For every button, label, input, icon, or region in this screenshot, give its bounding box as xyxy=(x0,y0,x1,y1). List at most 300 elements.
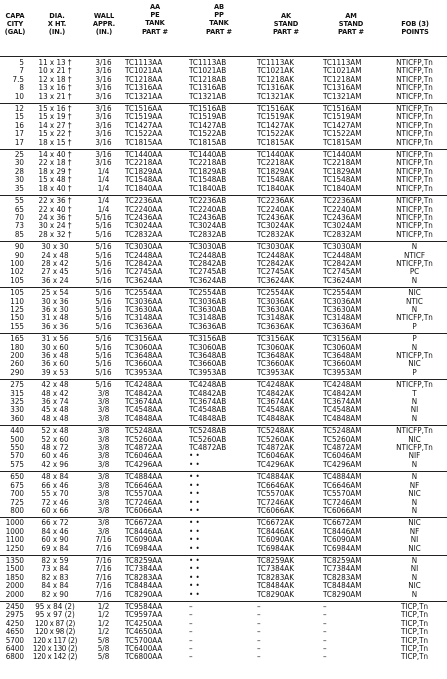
dimension-cell: 31 x 48 xyxy=(41,313,69,323)
ab-part-cell: TC1519AB xyxy=(189,112,227,122)
capacity-cell: 290 xyxy=(10,367,24,377)
ak-part-cell: TC2448AK xyxy=(257,250,294,260)
ab-part-cell: • • xyxy=(189,451,200,461)
dimension-cell: 66 x 72 xyxy=(41,518,69,528)
header-am xyxy=(320,12,382,37)
am-part-cell: TC1316AM xyxy=(323,83,362,93)
wall-cell: 3/8 xyxy=(97,443,110,453)
capacity-cell: 2450 xyxy=(5,601,24,611)
ak-part-cell: TC8446AK xyxy=(257,526,294,536)
dimension-cell: 69 x 84 xyxy=(41,543,69,553)
wall-cell: 3/8 xyxy=(97,505,110,515)
aa-part-cell: TC2842AA xyxy=(125,258,163,268)
dimension-cell: 48 x 72 xyxy=(41,443,69,453)
am-part-cell: TC2842AM xyxy=(323,258,362,268)
wall-cell: 5/16 xyxy=(95,229,112,239)
fob-cell: P xyxy=(412,321,417,331)
am-part-cell: TC3148AM xyxy=(323,313,362,323)
aa-part-cell: TC5248AA xyxy=(125,426,163,436)
ak-part-cell: TC4296AK xyxy=(257,459,294,469)
dimension-cell: 36 x 30 xyxy=(41,304,69,314)
capacity-cell: 70 xyxy=(14,212,24,222)
aa-part-cell: TC2218AA xyxy=(125,158,163,168)
header-dims-line: DIA. xyxy=(49,11,65,20)
wall-cell: 5/16 xyxy=(95,367,112,377)
capacity-cell: 1350 xyxy=(5,555,24,565)
aa-part-cell: TC1815AA xyxy=(125,137,163,147)
fob-cell: N xyxy=(411,505,418,515)
ak-part-cell: TC1548AK xyxy=(257,175,294,185)
ab-part-cell: TC1427AB xyxy=(189,120,227,130)
aa-part-cell: TC6646AA xyxy=(125,480,163,490)
ak-part-cell: TC8283AK xyxy=(257,572,294,582)
aa-part-cell: TC3030AA xyxy=(125,242,163,252)
am-part-cell: TC5248AM xyxy=(323,426,362,436)
capacity-cell: 30 xyxy=(14,175,24,185)
row-group xyxy=(0,241,447,285)
wall-cell: 3/16 xyxy=(95,158,112,168)
am-part-cell: TC1021AM xyxy=(323,66,362,76)
wall-cell: 1/2 xyxy=(97,601,110,611)
ab-part-cell: TC3624AB xyxy=(189,275,227,285)
capacity-cell: 440 xyxy=(10,426,24,436)
aa-part-cell: TC3636AA xyxy=(125,321,163,331)
capacity-cell: 1850 xyxy=(5,572,24,582)
am-part-cell: TC8484AM xyxy=(323,581,362,591)
dimension-cell: 36 x 24 xyxy=(41,275,69,285)
am-part-cell: TC2448AM xyxy=(323,250,362,260)
dimension-cell: 55 x 70 xyxy=(41,489,69,499)
wall-cell: 1/4 xyxy=(97,183,110,193)
am-part-cell: TC1113AM xyxy=(323,58,362,67)
ak-part-cell: TC5570AK xyxy=(257,489,294,499)
ak-part-cell: TC1519AK xyxy=(257,112,294,122)
fob-cell: NF xyxy=(409,480,420,490)
table-row xyxy=(0,369,447,377)
wall-cell: 3/8 xyxy=(97,405,110,415)
wall-cell: 5/16 xyxy=(95,296,112,306)
ak-part-cell: TC8484AK xyxy=(257,581,294,591)
ak-part-cell: TC2236AK xyxy=(257,196,294,206)
ak-part-cell: TC4884AK xyxy=(257,472,294,482)
aa-part-cell: TC1516AA xyxy=(125,104,163,114)
fob-cell: NTICFP,Tn xyxy=(396,112,433,122)
capacity-cell: 28 xyxy=(14,166,24,176)
ab-part-cell: TC1321AB xyxy=(189,91,227,101)
capacity-cell: 110 xyxy=(10,296,24,306)
capacity-cell: 675 xyxy=(10,480,24,490)
am-part-cell: TC3030AM xyxy=(323,242,362,252)
dimension-cell: 60 x 90 xyxy=(41,535,69,545)
am-part-cell: TC3660AM xyxy=(323,359,362,369)
wall-cell: 3/16 xyxy=(95,91,112,101)
capacity-cell: 575 xyxy=(10,459,24,469)
aa-part-cell: TC4248AA xyxy=(125,380,163,390)
capacity-cell: 6400 xyxy=(5,644,24,653)
ab-part-cell: • • xyxy=(189,497,200,507)
capacity-cell: 155 xyxy=(10,321,24,331)
aa-part-cell: TC8446AA xyxy=(125,526,163,536)
am-part-cell: TC4884AM xyxy=(323,472,362,482)
row-group xyxy=(0,517,447,553)
header-wall-line: APPR. xyxy=(92,19,116,29)
header-wall-line: (IN.) xyxy=(95,27,113,37)
wall-cell: 5/16 xyxy=(95,359,112,369)
ak-part-cell: TC1218AK xyxy=(257,74,294,84)
am-part-cell: TC2236AM xyxy=(323,196,362,206)
fob-cell: NIC xyxy=(408,518,421,528)
aa-part-cell: TC3630AA xyxy=(125,304,163,314)
dimension-cell: 120 x 142 (2) xyxy=(32,652,78,662)
capacity-cell: 570 xyxy=(10,451,24,461)
ab-part-cell: TC1316AB xyxy=(189,83,227,93)
header-capacity-line: CITY xyxy=(6,19,24,29)
wall-cell: 3/8 xyxy=(97,497,110,507)
ak-part-cell: TC6646AK xyxy=(257,480,294,490)
fob-cell: TICP,Tn xyxy=(400,618,429,628)
capacity-cell: 85 xyxy=(14,229,24,239)
wall-cell: 5/16 xyxy=(95,242,112,252)
wall-cell: 3/16 xyxy=(95,83,112,93)
am-part-cell: TC3024AM xyxy=(323,221,362,231)
ak-part-cell: TC2218AK xyxy=(257,158,294,168)
am-part-cell: – xyxy=(323,618,327,628)
wall-cell: 3/16 xyxy=(95,58,112,67)
wall-cell: 5/16 xyxy=(95,304,112,314)
row-group xyxy=(0,555,447,599)
capacity-cell: 102 xyxy=(10,267,24,277)
header-dims-line: (IN.) xyxy=(48,27,66,37)
ak-part-cell: TC7246AK xyxy=(257,497,294,507)
capacity-cell: 65 xyxy=(14,204,24,214)
am-part-cell: – xyxy=(323,627,327,637)
ab-part-cell: TC2842AB xyxy=(189,258,227,268)
fob-cell: NTICFP,Tn xyxy=(396,66,433,76)
ak-part-cell: TC3674AK xyxy=(257,397,294,407)
am-part-cell: – xyxy=(323,601,327,611)
aa-part-cell: TC3674AA xyxy=(125,397,163,407)
capacity-cell: 6800 xyxy=(5,652,24,662)
row-group xyxy=(0,333,447,377)
aa-part-cell: TC4296AA xyxy=(125,459,163,469)
am-part-cell: TC1829AM xyxy=(323,166,362,176)
ab-part-cell: TC3630AB xyxy=(189,304,227,314)
ab-part-cell: TC4848AB xyxy=(189,413,227,423)
ak-part-cell: TC1440AK xyxy=(257,150,294,160)
header-aa-line: PE xyxy=(150,10,160,20)
wall-cell: 3/8 xyxy=(97,397,110,407)
row-group xyxy=(0,149,447,193)
capacity-cell: 73 xyxy=(14,221,24,231)
row-group xyxy=(0,287,447,331)
dimension-cell: 36 x 48 xyxy=(41,351,69,360)
aa-part-cell: TC1427AA xyxy=(125,120,163,130)
ab-part-cell: – xyxy=(189,610,193,620)
aa-part-cell: TC1021AA xyxy=(125,66,163,76)
ak-part-cell: TC5248AK xyxy=(257,426,294,436)
ak-part-cell: – xyxy=(257,627,261,637)
ak-part-cell: TC4842AK xyxy=(257,388,294,398)
am-part-cell: TC6090AM xyxy=(323,535,362,545)
capacity-cell: 90 xyxy=(14,242,24,252)
fob-cell: NF xyxy=(409,526,420,536)
ak-part-cell: TC6066AK xyxy=(257,505,294,515)
ab-part-cell: TC1548AB xyxy=(189,175,227,185)
am-part-cell: TC4842AM xyxy=(323,388,362,398)
fob-cell: NTICFP,Tn xyxy=(396,166,433,176)
ak-part-cell: TC3148AK xyxy=(257,313,294,323)
ab-part-cell: TC1840AB xyxy=(189,183,227,193)
fob-cell: NTICFP,Tn xyxy=(396,443,433,453)
ab-part-cell: TC3674AB xyxy=(189,397,227,407)
ab-part-cell: TC1218AB xyxy=(189,74,227,84)
am-part-cell: TC8259AM xyxy=(323,555,362,565)
capacity-cell: 2000 xyxy=(5,581,24,591)
ak-part-cell: TC7384AK xyxy=(257,564,294,574)
fob-cell: NI xyxy=(410,535,419,545)
ak-part-cell: TC1815AK xyxy=(257,137,294,147)
ak-part-cell: – xyxy=(257,610,261,620)
am-part-cell: TC1815AM xyxy=(323,137,362,147)
aa-part-cell: TC6672AA xyxy=(125,518,163,528)
wall-cell: 5/16 xyxy=(95,250,112,260)
header-aa-line: PART # xyxy=(142,26,168,36)
wall-cell: 5/16 xyxy=(95,221,112,231)
dimension-cell: 60 x 46 xyxy=(41,451,69,461)
dimension-cell: 22 x 40 † xyxy=(38,204,72,214)
aa-part-cell: TC1440AA xyxy=(125,150,163,160)
ab-part-cell: TC4548AB xyxy=(189,405,227,415)
ak-part-cell: – xyxy=(257,644,261,653)
table-row xyxy=(0,93,447,101)
fob-cell: NTICFP,Tn xyxy=(396,175,433,185)
dimension-cell: 36 x 74 xyxy=(41,397,69,407)
fob-cell: N xyxy=(411,589,418,599)
capacity-cell: 17 xyxy=(14,137,24,147)
dimension-cell: 95 x 97 (2) xyxy=(35,610,75,620)
fob-cell: TICP,Tn xyxy=(400,652,429,662)
am-part-cell: – xyxy=(323,644,327,653)
ab-part-cell: – xyxy=(189,644,193,653)
wall-cell: 5/16 xyxy=(95,275,112,285)
fob-cell: N xyxy=(411,555,418,565)
fob-cell: NIC xyxy=(408,581,421,591)
aa-part-cell: TC7246AA xyxy=(125,497,163,507)
header-wall-line: WALL xyxy=(93,11,115,20)
table-row xyxy=(0,591,447,599)
am-part-cell: TC2745AM xyxy=(323,267,362,277)
aa-part-cell: TC6066AA xyxy=(125,505,163,515)
ak-part-cell: TC8290AK xyxy=(257,589,294,599)
wall-cell: 5/16 xyxy=(95,288,112,298)
ak-part-cell: – xyxy=(257,652,261,662)
aa-part-cell: TC1321AA xyxy=(125,91,163,101)
ab-part-cell: TC4842AB xyxy=(189,388,227,398)
wall-cell: 1/4 xyxy=(97,204,110,214)
table-row xyxy=(0,277,447,285)
ab-part-cell: • • xyxy=(189,581,200,591)
row-group xyxy=(0,379,447,423)
row-group xyxy=(0,425,447,469)
row-group xyxy=(0,471,447,515)
ab-part-cell: TC3636AB xyxy=(189,321,227,331)
ab-part-cell: TC3156AB xyxy=(189,334,227,344)
capacity-cell: 4250 xyxy=(5,618,24,628)
capacity-cell: 7 xyxy=(19,66,24,76)
capacity-cell: 8 xyxy=(19,83,24,93)
fob-cell: NTICFP,Tn xyxy=(396,129,433,139)
ab-part-cell: TC2554AB xyxy=(189,288,227,298)
ak-part-cell: TC1522AK xyxy=(257,129,294,139)
capacity-cell: 105 xyxy=(10,275,24,285)
ak-part-cell: TC2832AK xyxy=(257,229,294,239)
fob-cell: NTIC xyxy=(406,296,423,306)
am-part-cell: – xyxy=(323,635,327,645)
am-part-cell: TC7384AM xyxy=(323,564,362,574)
am-part-cell: TC3953AM xyxy=(323,367,362,377)
aa-part-cell: TC9597AA xyxy=(125,610,163,620)
aa-part-cell: TC8484AA xyxy=(125,581,163,591)
dimension-cell: 18 x 29 † xyxy=(38,166,72,176)
am-part-cell: TC3630AM xyxy=(323,304,362,314)
capacity-cell: 125 xyxy=(10,304,24,314)
wall-cell: 3/16 xyxy=(95,66,112,76)
fob-cell: NTICFP,Tn xyxy=(396,258,433,268)
dimension-cell: 45 x 48 xyxy=(41,405,69,415)
dimension-cell: 11 x 13 † xyxy=(38,58,72,67)
wall-cell: 5/16 xyxy=(95,334,112,344)
capacity-cell: 2975 xyxy=(5,610,24,620)
ak-part-cell: TC6672AK xyxy=(257,518,294,528)
dimension-cell: 84 x 84 xyxy=(41,581,69,591)
fob-cell: TICP,Tn xyxy=(400,644,429,653)
ab-part-cell: TC3148AB xyxy=(189,313,227,323)
dimension-cell: 12 x 18 † xyxy=(38,74,72,84)
capacity-cell: 25 xyxy=(14,150,24,160)
ab-part-cell: • • xyxy=(189,459,200,469)
table-row xyxy=(0,653,447,661)
capacity-cell: 1100 xyxy=(5,535,24,545)
am-part-cell: TC3636AM xyxy=(323,321,362,331)
wall-cell: 7/16 xyxy=(95,535,112,545)
wall-cell: 7/16 xyxy=(95,564,112,574)
header-dimensions xyxy=(34,12,80,37)
aa-part-cell: TC4250AA xyxy=(125,618,163,628)
ab-part-cell: TC3060AB xyxy=(189,342,227,352)
aa-part-cell: TC1218AA xyxy=(125,74,163,84)
fob-cell: NIC xyxy=(408,434,421,444)
fob-cell: PC xyxy=(409,267,420,277)
am-part-cell: TC4248AM xyxy=(323,380,362,390)
aa-part-cell: TC3036AA xyxy=(125,296,163,306)
fob-cell: NTICFP,Tn xyxy=(396,74,433,84)
capacity-cell: 55 xyxy=(14,196,24,206)
am-part-cell: TC6066AM xyxy=(323,505,362,515)
ab-part-cell: • • xyxy=(189,589,200,599)
wall-cell: 3/8 xyxy=(97,413,110,423)
header-fob xyxy=(384,20,446,36)
ab-part-cell: • • xyxy=(189,555,200,565)
header-capacity xyxy=(0,12,30,37)
capacity-cell: 800 xyxy=(10,505,24,515)
header-am-line: STAND xyxy=(338,19,364,29)
ab-part-cell: TC2218AB xyxy=(189,158,227,168)
dimension-cell: 15 x 22 † xyxy=(38,129,72,139)
am-part-cell: TC6046AM xyxy=(323,451,362,461)
fob-cell: NIC xyxy=(408,288,421,298)
ab-part-cell: • • xyxy=(189,505,200,515)
am-part-cell: TC3156AM xyxy=(323,334,362,344)
fob-cell: NTICFP,Tn xyxy=(396,150,433,160)
wall-cell: 7/16 xyxy=(95,589,112,599)
aa-part-cell: TC3156AA xyxy=(125,334,163,344)
fob-cell: N xyxy=(411,304,418,314)
ak-part-cell: TC4248AK xyxy=(257,380,294,390)
fob-cell: NTICFP,Tn xyxy=(396,158,433,168)
fob-cell: NTICFP,Tn xyxy=(396,104,433,114)
aa-part-cell: TC3624AA xyxy=(125,275,163,285)
dimension-cell: 14 x 40 † xyxy=(38,150,72,160)
capacity-cell: 35 xyxy=(14,183,24,193)
capacity-cell: 5 xyxy=(19,58,24,67)
aa-part-cell: TC3660AA xyxy=(125,359,163,369)
aa-part-cell: TC1522AA xyxy=(125,129,163,139)
dimension-cell: 28 x 32 † xyxy=(38,229,72,239)
wall-cell: 3/8 xyxy=(97,459,110,469)
aa-part-cell: TC2436AA xyxy=(125,212,163,222)
wall-cell: 3/8 xyxy=(97,434,110,444)
dimension-cell: 30 x 36 xyxy=(41,296,69,306)
dimension-cell: 18 x 40 † xyxy=(38,183,72,193)
capacity-cell: 550 xyxy=(10,443,24,453)
ak-part-cell: TC6046AK xyxy=(257,451,294,461)
ab-part-cell: TC1829AB xyxy=(189,166,227,176)
wall-cell: 3/8 xyxy=(97,489,110,499)
ab-part-cell: TC5260AB xyxy=(189,434,227,444)
ak-part-cell: TC3636AK xyxy=(257,321,294,331)
capacity-cell: 500 xyxy=(10,434,24,444)
ab-part-cell: TC3953AB xyxy=(189,367,227,377)
wall-cell: 5/16 xyxy=(95,212,112,222)
ab-part-cell: TC1021AB xyxy=(189,66,227,76)
dimension-cell: 22 x 18 † xyxy=(38,158,72,168)
ab-part-cell: – xyxy=(189,652,193,662)
aa-part-cell: TC6400AA xyxy=(125,644,163,653)
am-part-cell: TC1522AM xyxy=(323,129,362,139)
dimension-cell: 15 x 19 † xyxy=(38,112,72,122)
capacity-cell: 200 xyxy=(10,351,24,360)
wall-cell: 1/4 xyxy=(97,166,110,176)
header-am-line: AM xyxy=(345,11,357,20)
dimension-cell: 84 x 46 xyxy=(41,526,69,536)
aa-part-cell: TC4848AA xyxy=(125,413,163,423)
dimension-cell: 36 x 60 xyxy=(41,359,69,369)
header-ak-line: STAND xyxy=(273,19,299,29)
aa-part-cell: TC3148AA xyxy=(125,313,163,323)
am-part-cell: TC8283AM xyxy=(323,572,362,582)
ab-part-cell: TC1113AB xyxy=(189,58,227,67)
wall-cell: 5/16 xyxy=(95,267,112,277)
ab-part-cell: TC5248AB xyxy=(189,426,227,436)
ak-part-cell: TC3156AK xyxy=(257,334,294,344)
am-part-cell: TC1427AM xyxy=(323,120,362,130)
aa-part-cell: TC5260AA xyxy=(125,434,163,444)
capacity-cell: 16 xyxy=(14,120,24,130)
header-ab-line: PART # xyxy=(206,26,232,36)
ab-part-cell: TC3030AB xyxy=(189,242,227,252)
ak-part-cell: TC3660AK xyxy=(257,359,294,369)
am-part-cell: – xyxy=(323,610,327,620)
